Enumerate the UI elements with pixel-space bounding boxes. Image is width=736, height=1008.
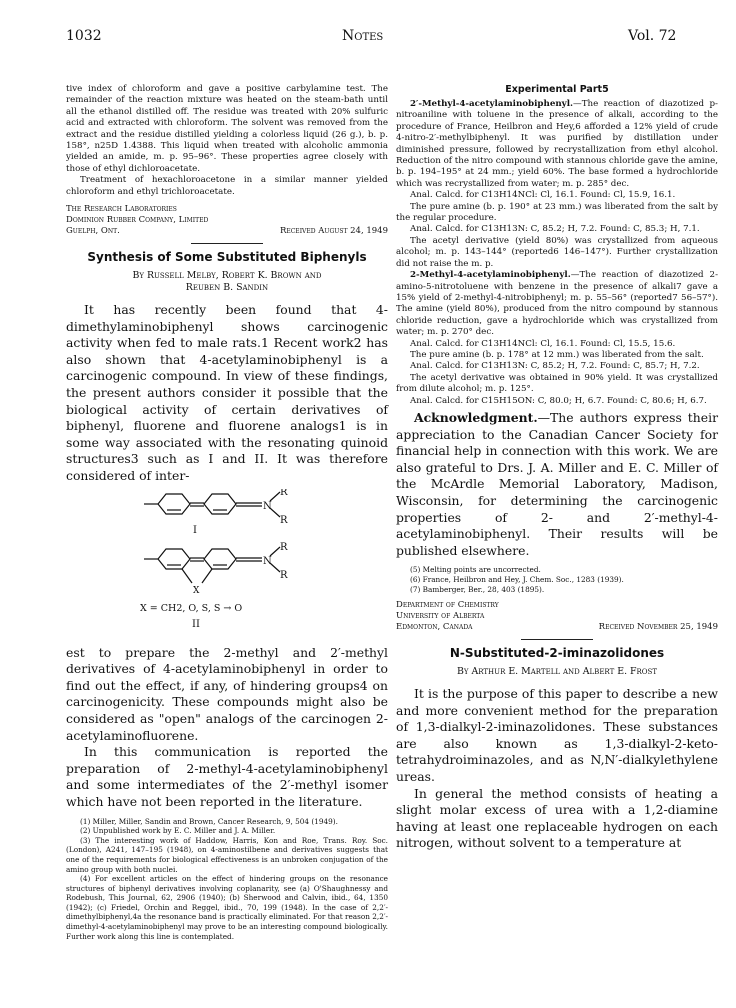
running-head: Notes xyxy=(342,28,384,44)
paragraph: Treatment of hexachloroacetone in a similar manner yielded chloroform and ethyl trichloroacetate. xyxy=(66,175,388,197)
analysis: Anal. Calcd. for C15H15ON: C, 80.0; H, 6.7. Found: C, 80.6; H, 6.7. xyxy=(410,395,707,406)
analysis: Anal. Calcd. for C13H14NCl: Cl, 16.1. Found: Cl, 15.9, 16.1. xyxy=(410,190,676,201)
paragraph: est to prepare the 2-methyl and 2′-methyl derivatives of 4-acetylaminobiphenyl in order to find out the effect, if any, of hindering groups4 on carcinogenicity. These compounds might also be considered as "open" analogs of the carcinogen 2-acetylaminofluorene. xyxy=(66,644,388,743)
footnotes xyxy=(396,565,718,594)
footnote: (3) The interesting work of Haddow, Harris, Kon and Roe, Trans. Roy. Soc. (London), A241, 147–195 (1948), on 4-aminostilbene and derivatives suggests that one of the requirements for biological effectiveness is an unbroken conjugation of the amino group with both nuclei. xyxy=(66,835,388,874)
structure-label: I xyxy=(193,524,197,536)
footnote: (5) Melting points are uncorrected. xyxy=(410,565,541,575)
paragraph: tive index of chloroform and gave a positive carbylamine test. The remainder of the reaction mixture was heated on the steam-bath until all the ethanol distilled off. The residue was treated with 20% sulfuric acid and extracted with chloroform. The solvent was removed from the extract and the residue distilled yielding a colorless liquid (26 g.), b. p. 158°, n25D 1.4388. This liquid when treated with alcoholic ammonia yielded an amide, m. p. 95–96°. These properties agree closely with those of ethyl dichloroacetate. xyxy=(66,84,388,174)
paragraph: In general the method consists of heating a slight molar excess of urea with a 1,2-diamine having at least one replaceable hydrogen on each nitrogen, without solvent to a temperature at xyxy=(396,785,718,851)
analysis: Anal. Calcd. for C13H13N: C, 85.2; H, 7.2. Found: C, 85.3; H, 7.1. xyxy=(410,224,700,235)
paragraph: The acetyl derivative (yield 80%) was crystallized from aqueous alcohol; m. p. 143–144° (reported6 146–147°). Further crystallization did not raise the m. p. xyxy=(396,235,718,269)
footnote: (6) France, Heilbron and Hey, J. Chem. Soc., 1283 (1939). xyxy=(410,574,624,584)
article-title: Synthesis of Some Substituted Biphenyls xyxy=(87,250,367,265)
received-date: Received November 25, 1949 xyxy=(598,622,718,633)
structure-caption: X = CH2, O, S, S → O xyxy=(140,602,243,614)
acknowledgment-lead: Acknowledgment. xyxy=(414,409,538,425)
structure-label: II xyxy=(192,618,200,630)
paragraph-text: —The reaction of diazotized 2-amino-5-nitrotoluene with benzene in the presence of alkali7 gave a 15% yield of 2-methyl-4-nitrobiphenyl; m. p. 55–56° (reported7 56–57°). The amine (yield 80%), produced from the nitro compound by stannous chloride reduction, gave a hydrochloride which was crystallized from water; m. p. 270° dec. xyxy=(396,270,718,338)
divider xyxy=(521,639,593,640)
affiliation-line: University of Alberta xyxy=(396,611,485,622)
paragraph: The pure amine (b. p. 190° at 23 mm.) was liberated from the salt by the regular procedure. xyxy=(396,201,718,224)
paragraph xyxy=(396,99,718,190)
compound-name: 2′-Methyl-4-acetylaminobiphenyl. xyxy=(410,99,574,109)
authors: By Arthur E. Martell and Albert E. Frost xyxy=(456,666,658,678)
paragraph: The pure amine (b. p. 178° at 12 mm.) was liberated from the salt. xyxy=(410,349,704,360)
author-line: By Russell Melby, Robert K. Brown and xyxy=(132,270,322,282)
paragraph: It has recently been found that 4-dimethylaminobiphenyl shows carcinogenic activity when fed to male rats.1 Recent work2 has also shown that 4-acetylaminobiphenyl is a carcinogenic compound. In view of these findings, the present authors consider it possible that the biological activity of certain derivatives of biphenyl, fluorene and fluorene analogs1 is in some way associated with the resonating quinoid structures3 such as I and II. It was therefore considered of inter- xyxy=(66,302,388,483)
page-number: 1032 xyxy=(66,28,102,44)
footnote: (4) For excellent articles on the effect of hindering groups on the resonance structures of biphenyl derivatives involving coplanarity, see (a) O'Shaughnessy and Rodebush, This Journal, 62, 2906 (1940); (b) Sherwood and Calvin, ibid., 64, 1350 (1942); (c) Friedel, Orchin and Reggel, ibid., 70, 199 (1948). In the case of 2,2′-dimethylbiphenyl,4a the resonance band is practically eliminated. For that reason 2,2′-dimethyl-4-acetylaminobiphenyl may prove to be an interesting compound biologically. Further work along this line is contemplated. xyxy=(66,874,389,941)
paragraph: It is the purpose of this paper to describe a new and more convenient method for the preparation of 1,3-dialkyl-2-iminazolidones. These substances are also known as 1,3-dialkyl-2-keto-tetrahydroiminazoles, and as N,N′-dialkylethylene ureas. xyxy=(396,686,718,785)
divider xyxy=(191,243,263,244)
nitrogen-label: N xyxy=(263,500,272,512)
acknowledgment xyxy=(396,410,718,559)
paragraph xyxy=(396,270,718,338)
affiliation-line: Guelph, Ont. xyxy=(66,226,120,237)
substituent-label: R xyxy=(280,569,288,581)
article-title: N-Substituted-2-iminazolidones xyxy=(449,646,665,661)
analysis: Anal. Calcd. for C13H13N: C, 85.2; H, 7.2. Found: C, 85.7; H, 7.2. xyxy=(410,361,700,372)
affiliation-line: Edmonton, Canada xyxy=(396,622,473,633)
authors xyxy=(66,270,388,294)
footnote: (2) Unpublished work by E. C. Miller and J. A. Miller. xyxy=(80,826,276,836)
affiliation-line: Department of Chemistry xyxy=(396,600,499,611)
affiliation-line: Dominion Rubber Company, Limited xyxy=(66,215,209,226)
footnote: (7) Bamberger, Ber., 28, 403 (1895). xyxy=(410,584,545,594)
compound-name: 2-Methyl-4-acetylaminobiphenyl. xyxy=(410,270,571,281)
acknowledgment-text: —The authors express their appreciation to the Canadian Cancer Society for financial help in connection with this work. We are also grateful to Drs. J. A. Miller and E. C. Miller of the McArdle Memorial Laboratory, Madison, Wisconsin, for determining the carcinogenic properties of 2- and 2′-methyl-4-acetylaminobiphenyl. Their results will be published elsewhere. xyxy=(396,409,718,558)
paragraph: The acetyl derivative was obtained in 90% yield. It was crystallized from dilute alcohol; m. p. 125°. xyxy=(396,372,718,395)
footnotes xyxy=(66,817,388,942)
affiliation-block xyxy=(66,204,388,237)
analysis: Anal. Calcd. for C13H14NCl: Cl, 16.1. Found: Cl, 15.5, 15.6. xyxy=(410,338,676,349)
footnote: (1) Miller, Miller, Sandin and Brown, Cancer Research, 9, 504 (1949). xyxy=(80,816,338,826)
paragraph-text: —The reaction of diazotized p-nitroaniline with toluene in the presence of alkali, according to the procedure of France, Heilbron and Hey,6 afforded a 12% yield of crude 4-nitro-2′-methylbiphenyl. It was purified by distillation under diminished pressure, followed by recrystallization from ethyl alcohol. Reduction of the nitro compound with stannous chloride gave the amine, b. p. 194–195° at 24 mm.; yield 60%. The base formed a hydrochloride which was recrystallized from water; m. p. 285° dec. xyxy=(396,99,718,189)
section-heading: Experimental Part5 xyxy=(505,84,609,95)
bridge-label: X xyxy=(193,585,200,596)
affiliation-line: The Research Laboratories xyxy=(66,204,177,215)
substituent-label: R xyxy=(280,488,288,498)
right-column xyxy=(396,84,718,852)
substituent-label: R xyxy=(280,514,288,526)
affiliation-block xyxy=(396,600,718,633)
author-line: Reuben B. Sandin xyxy=(185,282,269,294)
volume-label: Vol. 72 xyxy=(628,28,677,44)
received-date: Received August 24, 1949 xyxy=(279,226,388,237)
left-column xyxy=(66,84,388,941)
chemical-structures xyxy=(66,489,388,635)
substituent-label: R xyxy=(280,541,288,553)
paragraph: In this communication is reported the preparation of 2-methyl-4-acetylaminobiphenyl and some intermediates of the 2′-methyl isomer which have not been reported in the literature. xyxy=(66,744,388,809)
nitrogen-label: N xyxy=(263,555,272,567)
